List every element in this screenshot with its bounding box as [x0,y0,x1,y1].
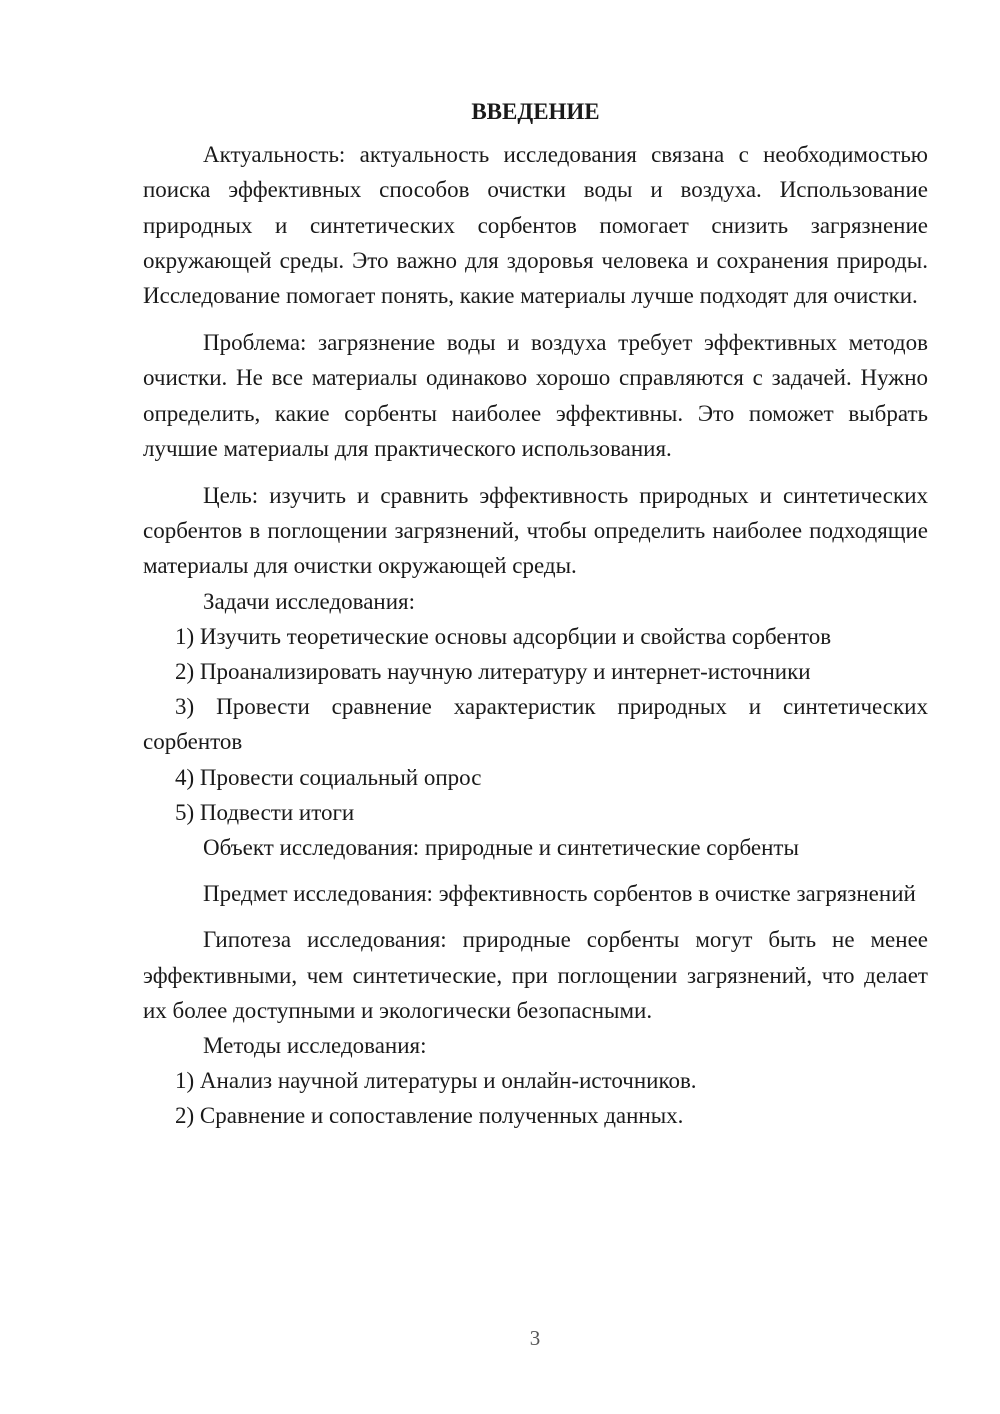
list-item-method: 2) Сравнение и сопоставление полученных данных. [175,1103,684,1129]
paragraph-subject: Предмет исследования: эффективность сорбентов в очистке загрязнений [203,881,916,907]
paragraph-object: Объект исследования: природные и синтетические сорбенты [203,835,799,861]
page-number: 3 [529,1326,541,1350]
paragraph-hypothesis: Гипотеза исследования: природные сорбенты могут быть не менее эффективными, чем синтетические, при поглощении загрязнений, что делает их более доступными и экологически безопасными. [143,927,928,1023]
list-item-task: 5) Подвести итоги [175,799,355,825]
paragraph-problem: Проблема: загрязнение воды и воздуха требует эффективных методов очистки. Не все материалы одинаково хорошо справляются с задачей. Нужно определить, какие сорбенты наиболее эффективны. Это поможет выбрать лучшие материалы для практического использования. [143,330,928,461]
list-item-task: 3) Провести сравнение характеристик природных и синтетических сорбентов [143,694,928,755]
list-item-method: 1) Анализ научной литературы и онлайн-источников. [175,1068,697,1094]
list-item-task: 2) Проанализировать научную литературу и интернет-источники [175,659,811,685]
paragraph-relevance: Актуальность: актуальность исследования связана с необходимостью поиска эффективных способов очистки воды и воздуха. Использование природных и синтетических сорбентов помогает снизить загрязнение окружающей среды. Это важно для здоровья человека и сохранения природы. Исследование помогает понять, какие материалы лучше подходят для очистки. [143,142,928,309]
tasks-label: Задачи исследования: [203,588,416,614]
list-item-task: 4) Провести социальный опрос [175,764,482,790]
paragraph-goal: Цель: изучить и сравнить эффективность природных и синтетических сорбентов в поглощении загрязнений, чтобы определить наиболее подходящие материалы для очистки окружающей среды. [143,483,928,579]
methods-label: Методы исследования: [203,1033,427,1059]
page-title: ВВЕДЕНИЕ [471,99,600,124]
list-item-task: 1) Изучить теоретические основы адсорбции и свойства сорбентов [175,623,832,649]
page-content [143,94,928,1134]
